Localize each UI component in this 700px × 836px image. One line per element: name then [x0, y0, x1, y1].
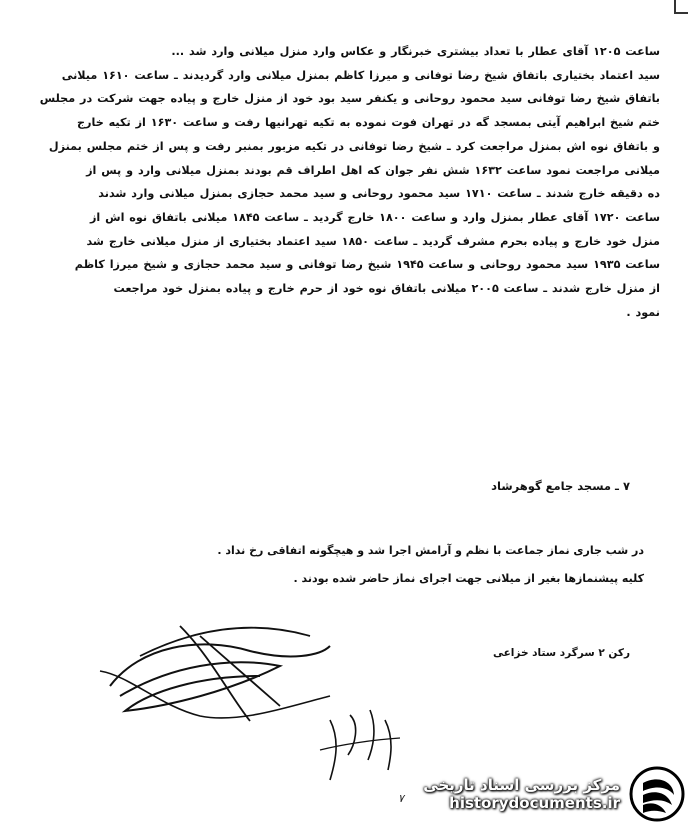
body-line: ده دقیقه خارج شدند ـ ساعت ۱۷۱۰ سید محمود روحانی و سید محمد حجازی بمنزل میلانی وارد شدند — [98, 187, 660, 201]
signer-line: رکن ۲ سرگرد ستاد خزاعی — [493, 647, 630, 659]
body-line: ساعت ۱۲۰۵ آقای عطار با تعداد بیشتری خبرنگار و عکاس وارد منزل میلانی وارد شد ... — [171, 45, 660, 58]
note-line: کلیه پیشنمازها بغیر از میلانی جهت اجرای نماز حاضر شده بودند . — [293, 572, 644, 585]
body-line: و باتفاق نوه اش بمنزل مراجعت کرد ـ شیخ رضا توفانی در تکیه مزبور بمنبر رفت و پس از ختم مجلس بمنزل — [48, 139, 660, 153]
body-line: سید اعتماد بختیاری باتفاق شیخ رضا توفانی و میرزا کاظم بمنزل میلانی وارد گردیدند ـ ساعت ۱۶۱۰ میلانی — [61, 68, 660, 82]
page-number: ۷ — [398, 792, 404, 805]
corner-mark — [674, 0, 688, 14]
body-line: ساعت ۱۷۲۰ آقای عطار بمنزل وارد و ساعت ۱۸۰۰ خارج گردید ـ ساعت ۱۸۴۵ میلانی باتفاق نوه اش از — [89, 210, 660, 224]
section-heading: ۷ ـ مسجد جامع گوهرشاد — [491, 479, 630, 493]
section-notes — [60, 537, 644, 593]
body-line: نمود . — [626, 305, 660, 319]
watermark — [406, 762, 686, 826]
body-line: منزل خود خارج و پیاده بحرم مشرف گردید ـ ساعت ۱۸۵۰ سید اعتماد بختیاری از منزل میلانی خارج شد — [86, 234, 660, 248]
note-line: در شب جاری نماز جماعت با نظم و آرامش اجرا شد و هیچگونه اتفاقی رخ نداد . — [217, 544, 644, 557]
watermark-text — [423, 776, 620, 812]
watermark-title: مرکز بررسی اسناد تاریخی — [423, 776, 620, 794]
body-line: ختم شیخ ابراهیم آیتی بمسجد گه در تهران فوت نموده به تکیه تهرانیها رفت و ساعت ۱۶۳۰ از تکیه خارج — [76, 116, 660, 130]
body-line: از منزل خارج شدند ـ ساعت ۲۰۰۵ میلانی باتفاق نوه خود از حرم خارج و پیاده بمنزل خود مراجعت — [113, 282, 660, 296]
typed-report-body — [40, 40, 660, 324]
body-line: ساعت ۱۹۳۵ سید محمود روحانی و ساعت ۱۹۴۵ شیخ رضا توفانی و سید محمد حجازی و شیخ میرزا کاظم — [74, 258, 660, 272]
watermark-url: historydocuments.ir — [449, 794, 620, 812]
body-line: باتفاق شیخ رضا توفانی سید محمود روحانی و یکنفر سید بود خود از منزل خارج و پیاده جهت شرکت در مجلس — [40, 92, 660, 106]
body-line: میلانی مراجعت نمود ساعت ۱۶۳۲ شش نفر جوان که اهل اطراف قم بودند بمنزل میلانی وارد و پس از — [86, 163, 660, 177]
handwritten-note — [300, 700, 420, 790]
archive-logo-icon — [628, 765, 686, 823]
